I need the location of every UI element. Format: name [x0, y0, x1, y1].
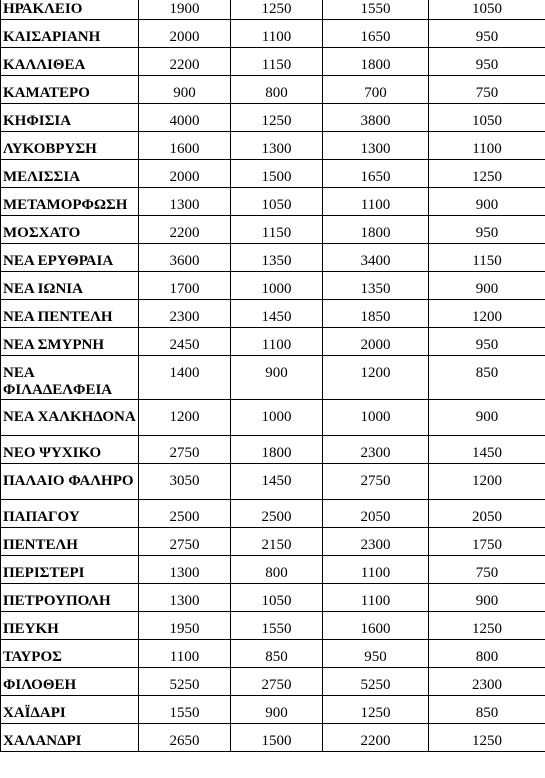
- value-cell: 950: [429, 20, 545, 48]
- value-cell: 1100: [231, 328, 323, 356]
- value-cell: 2450: [139, 328, 231, 356]
- value-cell: 1100: [323, 584, 429, 612]
- table-row: [1, 356, 545, 400]
- value-cell: 900: [429, 400, 545, 436]
- table-row: [1, 188, 545, 216]
- value-cell: 1450: [231, 464, 323, 500]
- area-name-cell: ΦΙΛΟΘΕΗ: [1, 668, 139, 696]
- value-cell: 800: [231, 76, 323, 104]
- value-cell: 4000: [139, 104, 231, 132]
- value-cell: 2200: [139, 216, 231, 244]
- value-cell: 900: [231, 696, 323, 724]
- value-cell: 750: [429, 556, 545, 584]
- table-row: [1, 132, 545, 160]
- area-name-cell: ΧΑΪΔΑΡΙ: [1, 696, 139, 724]
- area-name-cell: ΚΑΛΛΙΘΕΑ: [1, 48, 139, 76]
- value-cell: 1000: [323, 400, 429, 436]
- value-cell: 700: [323, 76, 429, 104]
- value-cell: 2300: [323, 436, 429, 464]
- area-name-cell: ΝΕΑ ΦΙΛΑΔΕΛΦΕΙΑ: [1, 356, 139, 400]
- value-cell: 2750: [231, 668, 323, 696]
- table-row: [1, 668, 545, 696]
- value-cell: 900: [429, 272, 545, 300]
- value-cell: 1200: [429, 300, 545, 328]
- value-cell: 900: [429, 188, 545, 216]
- value-cell: 1600: [323, 612, 429, 640]
- value-cell: 1100: [323, 556, 429, 584]
- value-cell: 1050: [231, 584, 323, 612]
- value-cell: 1700: [139, 272, 231, 300]
- value-cell: 1100: [139, 640, 231, 668]
- value-cell: 3800: [323, 104, 429, 132]
- value-cell: 2200: [139, 48, 231, 76]
- value-cell: 2300: [139, 300, 231, 328]
- value-cell: 2500: [231, 500, 323, 528]
- table-row: [1, 160, 545, 188]
- area-name-cell: ΠΑΛΑΙΟ ΦΑΛΗΡΟ: [1, 464, 139, 500]
- value-cell: 1050: [429, 0, 545, 20]
- value-cell: 2750: [323, 464, 429, 500]
- value-cell: 3050: [139, 464, 231, 500]
- area-name-cell: ΠΕΤΡΟΥΠΟΛΗ: [1, 584, 139, 612]
- value-cell: 1500: [231, 724, 323, 752]
- area-name-cell: ΠΕΡΙΣΤΕΡΙ: [1, 556, 139, 584]
- table-row: [1, 500, 545, 528]
- table-row: [1, 640, 545, 668]
- table-row: [1, 76, 545, 104]
- value-cell: 1600: [139, 132, 231, 160]
- value-cell: 950: [429, 48, 545, 76]
- value-cell: 2650: [139, 724, 231, 752]
- table-row: [1, 104, 545, 132]
- area-name-cell: ΜΟΣΧΑΤΟ: [1, 216, 139, 244]
- value-cell: 1300: [323, 132, 429, 160]
- area-name-cell: ΝΕΟ ΨΥΧΙΚΟ: [1, 436, 139, 464]
- value-cell: 850: [429, 356, 545, 400]
- value-cell: 2050: [429, 500, 545, 528]
- value-cell: 1100: [231, 20, 323, 48]
- area-name-cell: ΝΕΑ ΣΜΥΡΝΗ: [1, 328, 139, 356]
- value-cell: 900: [139, 76, 231, 104]
- value-cell: 1250: [231, 0, 323, 20]
- value-cell: 850: [231, 640, 323, 668]
- value-cell: 1800: [323, 48, 429, 76]
- value-cell: 5250: [139, 668, 231, 696]
- area-name-cell: ΝΕΑ ΙΩΝΙΑ: [1, 272, 139, 300]
- table-row: [1, 528, 545, 556]
- table-row: [1, 556, 545, 584]
- table-row: [1, 272, 545, 300]
- value-cell: 1450: [231, 300, 323, 328]
- area-name-cell: ΧΑΛΑΝΔΡΙ: [1, 724, 139, 752]
- area-name-cell: ΚΑΜΑΤΕΡΟ: [1, 76, 139, 104]
- value-cell: 1150: [429, 244, 545, 272]
- table-row: [1, 724, 545, 752]
- value-cell: 1150: [231, 216, 323, 244]
- table-row: [1, 464, 545, 500]
- area-name-cell: ΤΑΥΡΟΣ: [1, 640, 139, 668]
- value-cell: 900: [429, 584, 545, 612]
- value-cell: 1000: [231, 400, 323, 436]
- value-cell: 850: [429, 696, 545, 724]
- value-cell: 1300: [139, 188, 231, 216]
- value-cell: 3600: [139, 244, 231, 272]
- area-name-cell: ΜΕΤΑΜΟΡΦΩΣΗ: [1, 188, 139, 216]
- value-cell: 2200: [323, 724, 429, 752]
- area-name-cell: ΚΑΙΣΑΡΙΑΝΗ: [1, 20, 139, 48]
- value-cell: 1400: [139, 356, 231, 400]
- area-name-cell: ΝΕΑ ΕΡΥΘΡΑΙΑ: [1, 244, 139, 272]
- area-name-cell: ΚΗΦΙΣΙΑ: [1, 104, 139, 132]
- table-row: [1, 0, 545, 20]
- area-name-cell: ΠΕΥΚΗ: [1, 612, 139, 640]
- value-cell: 1650: [323, 20, 429, 48]
- table-row: [1, 20, 545, 48]
- value-cell: 1800: [231, 436, 323, 464]
- value-cell: 2750: [139, 436, 231, 464]
- value-cell: 1550: [139, 696, 231, 724]
- value-cell: 950: [429, 216, 545, 244]
- area-name-cell: ΛΥΚΟΒΡΥΣΗ: [1, 132, 139, 160]
- table-row: [1, 584, 545, 612]
- value-cell: 2150: [231, 528, 323, 556]
- table-row: [1, 48, 545, 76]
- value-cell: 1250: [231, 104, 323, 132]
- value-cell: 1200: [429, 464, 545, 500]
- price-table-body: [1, 0, 545, 752]
- table-row: [1, 400, 545, 436]
- value-cell: 1800: [323, 216, 429, 244]
- value-cell: 2750: [139, 528, 231, 556]
- value-cell: 950: [429, 328, 545, 356]
- value-cell: 1650: [323, 160, 429, 188]
- value-cell: 800: [429, 640, 545, 668]
- value-cell: 5250: [323, 668, 429, 696]
- area-name-cell: ΝΕΑ ΠΕΝΤΕΛΗ: [1, 300, 139, 328]
- value-cell: 2500: [139, 500, 231, 528]
- value-cell: 1150: [231, 48, 323, 76]
- value-cell: 1450: [429, 436, 545, 464]
- value-cell: 950: [323, 640, 429, 668]
- table-row: [1, 696, 545, 724]
- value-cell: 1550: [231, 612, 323, 640]
- value-cell: 900: [231, 356, 323, 400]
- value-cell: 2000: [139, 20, 231, 48]
- value-cell: 1500: [231, 160, 323, 188]
- value-cell: 1900: [139, 0, 231, 20]
- value-cell: 1300: [231, 132, 323, 160]
- value-cell: 2300: [323, 528, 429, 556]
- value-cell: 800: [231, 556, 323, 584]
- value-cell: 1250: [429, 160, 545, 188]
- value-cell: 1350: [231, 244, 323, 272]
- area-name-cell: ΜΕΛΙΣΣΙΑ: [1, 160, 139, 188]
- value-cell: 1050: [231, 188, 323, 216]
- area-name-cell: ΝΕΑ ΧΑΛΚΗΔΟΝΑ: [1, 400, 139, 436]
- value-cell: 1750: [429, 528, 545, 556]
- value-cell: 1100: [323, 188, 429, 216]
- value-cell: 2000: [139, 160, 231, 188]
- value-cell: 1250: [429, 724, 545, 752]
- value-cell: 1050: [429, 104, 545, 132]
- table-row: [1, 328, 545, 356]
- area-name-cell: ΠΑΠΑΓΟΥ: [1, 500, 139, 528]
- table-row: [1, 436, 545, 464]
- value-cell: 1100: [429, 132, 545, 160]
- value-cell: 1300: [139, 584, 231, 612]
- value-cell: 750: [429, 76, 545, 104]
- value-cell: 1350: [323, 272, 429, 300]
- area-name-cell: ΠΕΝΤΕΛΗ: [1, 528, 139, 556]
- value-cell: 2300: [429, 668, 545, 696]
- value-cell: 1950: [139, 612, 231, 640]
- table-row: [1, 244, 545, 272]
- value-cell: 1250: [323, 696, 429, 724]
- area-name-cell: ΗΡΑΚΛΕΙΟ: [1, 0, 139, 20]
- table-row: [1, 612, 545, 640]
- table-row: [1, 300, 545, 328]
- table-row: [1, 216, 545, 244]
- value-cell: 1250: [429, 612, 545, 640]
- value-cell: 3400: [323, 244, 429, 272]
- value-cell: 2000: [323, 328, 429, 356]
- value-cell: 1850: [323, 300, 429, 328]
- value-cell: 1300: [139, 556, 231, 584]
- value-cell: 1200: [139, 400, 231, 436]
- value-cell: 1550: [323, 0, 429, 20]
- value-cell: 1200: [323, 356, 429, 400]
- value-cell: 2050: [323, 500, 429, 528]
- value-cell: 1000: [231, 272, 323, 300]
